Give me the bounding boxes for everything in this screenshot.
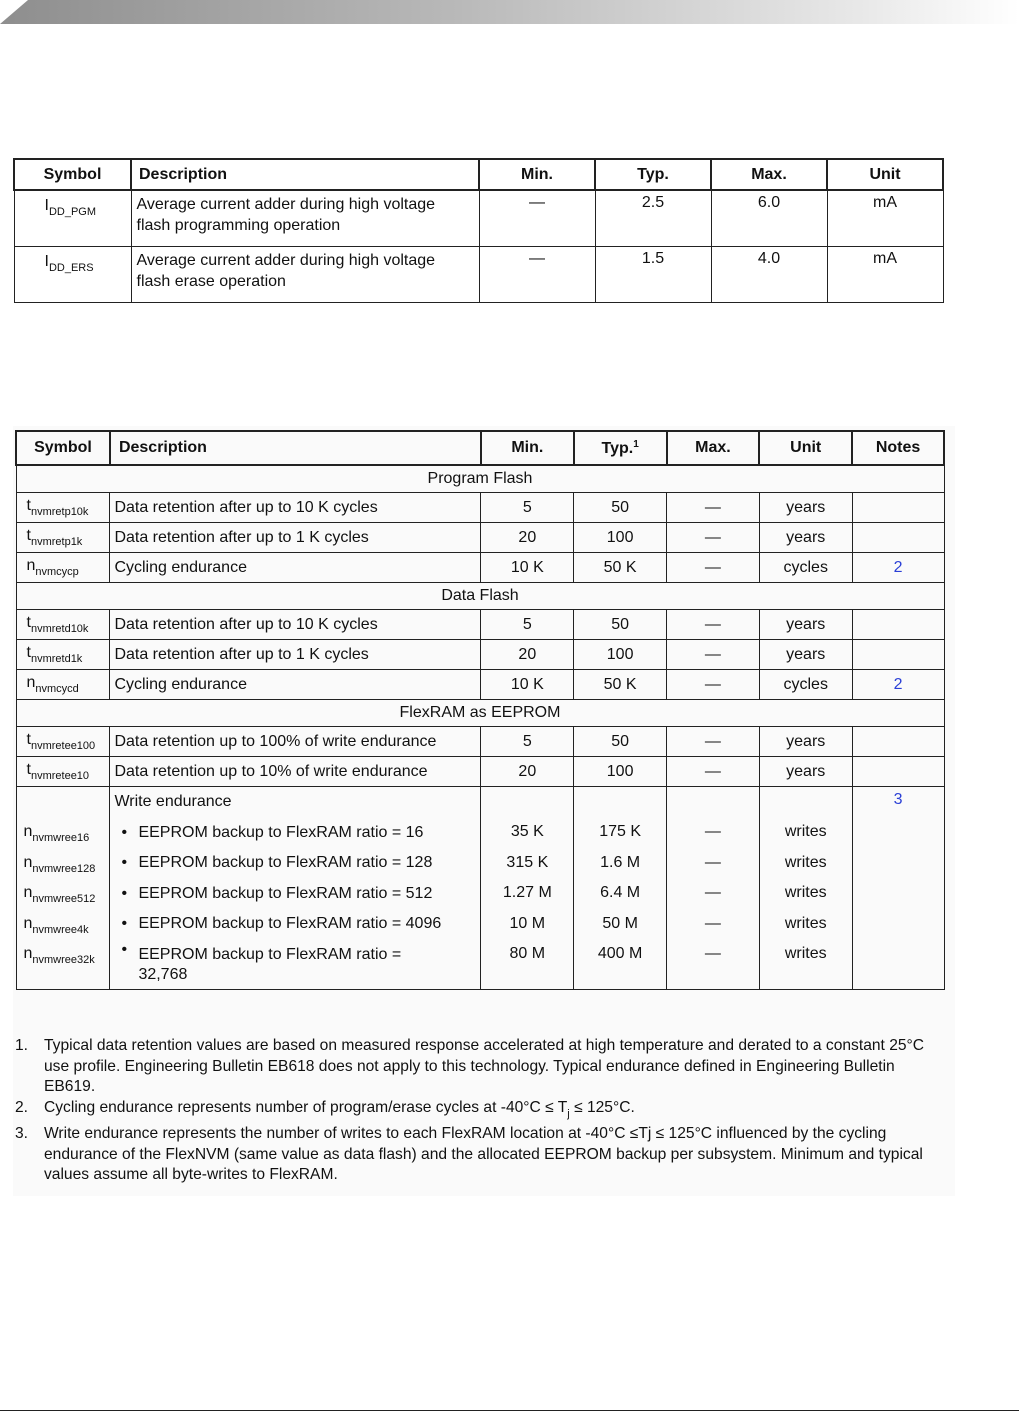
min-cell: 10 K <box>481 553 574 583</box>
symbol-sub: DD_ERS <box>48 262 94 274</box>
header-min: Min. <box>479 159 595 190</box>
bullet-text: EEPROM backup to FlexRAM ratio = 128 <box>138 854 433 871</box>
symbol-stack <box>24 787 110 970</box>
unit-item <box>760 909 852 940</box>
symbol-cell <box>16 523 110 553</box>
bullet-item <box>114 848 480 879</box>
note-cell: 2 <box>852 553 944 583</box>
unit-value: writes <box>784 884 827 901</box>
typ-value: 1.6 M <box>600 853 641 871</box>
write-endurance-title: Write endurance <box>114 793 232 810</box>
table-row <box>16 493 944 523</box>
header-typ-label: Typ. <box>601 439 634 457</box>
min-item <box>481 878 573 909</box>
symbol-main: n <box>23 945 33 962</box>
bullet-item <box>114 879 480 910</box>
symbol-sub: nvmretp1k <box>30 536 83 548</box>
max-cell: 6.0 <box>711 190 827 247</box>
unit-stack <box>760 787 852 970</box>
description-cell: Data retention after up to 10 K cycles <box>110 610 481 640</box>
bullet-item <box>114 940 480 983</box>
header-typ: Typ. <box>595 159 711 190</box>
unit-item <box>760 848 852 879</box>
max-value: — <box>704 884 721 901</box>
unit-cell: years <box>759 757 852 787</box>
description-cell <box>131 247 479 303</box>
header-min: Min. <box>481 431 574 465</box>
max-cell: — <box>667 640 760 670</box>
symbol-main: n <box>26 557 36 574</box>
max-item <box>667 817 759 848</box>
group-row <box>16 583 944 610</box>
group-row <box>16 700 944 727</box>
bullet-text: EEPROM backup to FlexRAM ratio = <box>138 945 402 963</box>
footnote-number: 2. <box>15 1098 29 1116</box>
min-cell: 5 <box>481 493 574 523</box>
symbol-item <box>24 817 110 848</box>
table-row <box>16 553 944 583</box>
typ-cell: 2.5 <box>595 190 711 247</box>
unit-cell: years <box>759 493 852 523</box>
symbol-sub: nvmretp10k <box>30 506 89 518</box>
bullet-text: EEPROM backup to FlexRAM ratio = 512 <box>138 884 433 902</box>
table-row <box>16 640 944 670</box>
table-row <box>16 727 944 757</box>
max-cell: — <box>667 553 760 583</box>
min-cell: 10 K <box>481 670 574 700</box>
symbol-sub: nvmwree16 <box>32 832 90 844</box>
typ-cell: 1.5 <box>595 247 711 303</box>
symbol-main: I <box>44 253 49 270</box>
header-typ <box>574 431 667 465</box>
max-item <box>667 939 759 970</box>
note-cell <box>852 523 944 553</box>
footnote-1 <box>15 1036 950 1098</box>
note-cell: 2 <box>852 670 944 700</box>
description-cell: Data retention up to 10% of write endurance <box>110 757 481 787</box>
max-cell: — <box>667 727 760 757</box>
description-cell: Data retention after up to 1 K cycles <box>110 523 481 553</box>
table-row <box>16 670 944 700</box>
description-cell <box>131 190 479 247</box>
symbol-sub: nvmretee10 <box>30 770 90 782</box>
table-row <box>16 523 944 553</box>
symbol-main: I <box>44 197 49 214</box>
symbol-sub: nvmwree32k <box>32 954 95 966</box>
min-value: 1.27 M <box>502 884 552 901</box>
unit-item <box>760 939 852 970</box>
table-row <box>16 610 944 640</box>
description-cell <box>110 787 481 990</box>
typ-item <box>574 939 666 970</box>
typ-cell: 50 K <box>574 670 667 700</box>
footnote-number: 1. <box>15 1037 29 1054</box>
unit-value: writes <box>784 853 827 871</box>
footnote-text: Typical data retention values are based on measured response accelerated at high temperature and derated to a constant 25°C use profile. Engineering Bulletin EB618 does not apply to this technology. Typical endurance defined in Engineering Bulletin EB619. <box>44 1037 925 1095</box>
unit-item <box>760 878 852 909</box>
header-symbol: Symbol <box>16 431 110 465</box>
unit-cell: cycles <box>759 553 852 583</box>
footnote-text-sub: j <box>567 1107 570 1120</box>
description-line: Average current adder during high voltage <box>136 196 436 213</box>
min-item <box>481 817 573 848</box>
bullet-text: EEPROM backup to FlexRAM ratio = 16 <box>138 823 424 841</box>
unit-cell: years <box>759 610 852 640</box>
footnote-text: Write endurance represents the number of writes to each FlexRAM location at -40°C ≤Tj ≤ 125°C influenced by the cycling endurance of the FlexNVM (same value as data flash) and the allocated EEPROM backup per subsystem. Minimum and typical values assume all byte-writes to FlexRAM. <box>44 1125 923 1183</box>
min-item <box>481 939 573 970</box>
typ-item <box>574 878 666 909</box>
typ-value: 175 K <box>599 823 642 840</box>
min-value: 35 K <box>510 823 544 840</box>
unit-cell <box>759 787 852 990</box>
min-value: 315 K <box>506 853 549 871</box>
typ-value: 6.4 M <box>600 884 641 901</box>
footer-rule <box>0 1410 1019 1411</box>
unit-item <box>760 817 852 848</box>
footnote-text <box>44 1098 950 1125</box>
table-row <box>14 190 943 247</box>
max-cell: — <box>667 670 760 700</box>
header-description: Description <box>131 159 479 190</box>
group-program-flash: Program Flash <box>16 465 944 493</box>
footnote-text-part: ≤ 125°C. <box>569 1098 635 1116</box>
max-item <box>667 878 759 909</box>
unit-cell: years <box>759 523 852 553</box>
group-flexram: FlexRAM as EEPROM <box>16 700 944 727</box>
flexram-rows <box>16 727 944 787</box>
current-adder-table <box>13 158 944 303</box>
symbol-cell <box>14 190 131 247</box>
header-notes: Notes <box>852 431 944 465</box>
description-cell: Data retention after up to 1 K cycles <box>110 640 481 670</box>
typ-cell: 100 <box>574 640 667 670</box>
symbol-main: t <box>26 497 31 514</box>
symbol-sub: nvmretee100 <box>30 740 96 752</box>
bullet-text: EEPROM backup to FlexRAM ratio = 4096 <box>138 915 442 932</box>
typ-cell: 50 <box>574 493 667 523</box>
symbol-item <box>24 909 110 940</box>
symbol-item <box>24 939 110 970</box>
typ-cell: 50 K <box>574 553 667 583</box>
table-header-row <box>16 431 944 465</box>
typ-cell: 100 <box>574 757 667 787</box>
table-row <box>16 757 944 787</box>
symbol-cell <box>16 493 110 523</box>
description-stack <box>114 787 480 989</box>
typ-item <box>574 848 666 879</box>
typ-item <box>574 909 666 940</box>
note-cell <box>852 757 944 787</box>
header-description: Description <box>110 431 481 465</box>
note-cell <box>852 493 944 523</box>
unit-value: writes <box>784 823 827 840</box>
max-value: — <box>704 853 721 871</box>
note-cell <box>852 727 944 757</box>
typ-stack <box>574 787 666 970</box>
footnote-number: 3. <box>15 1125 29 1142</box>
write-endurance-row <box>16 787 944 990</box>
description-cell: Data retention up to 100% of write endurance <box>110 727 481 757</box>
symbol-sub: nvmretd10k <box>30 623 89 635</box>
header-symbol: Symbol <box>14 159 131 190</box>
group-data-flash: Data Flash <box>16 583 944 610</box>
max-stack <box>667 787 759 970</box>
footnote-ref: 1 <box>633 438 639 450</box>
symbol-main: t <box>26 731 31 748</box>
description-line: flash erase operation <box>136 273 286 290</box>
min-value: 10 M <box>509 914 546 932</box>
unit-cell: cycles <box>759 670 852 700</box>
min-cell: 5 <box>481 727 574 757</box>
note-cell <box>852 640 944 670</box>
page-header-bar <box>0 0 1019 24</box>
symbol-sub: nvmwree512 <box>32 893 96 905</box>
min-item <box>481 848 573 879</box>
max-value: — <box>704 945 721 962</box>
symbol-main: n <box>23 853 33 871</box>
symbol-cell <box>16 640 110 670</box>
bullet-item <box>114 909 480 940</box>
symbol-item <box>24 848 110 879</box>
symbol-cell <box>16 727 110 757</box>
typ-cell: 50 <box>574 610 667 640</box>
data-flash-rows <box>16 610 944 700</box>
min-cell: 20 <box>481 640 574 670</box>
header-unit: Unit <box>827 159 943 190</box>
footnote-2 <box>15 1098 950 1125</box>
group-row <box>16 465 944 493</box>
min-cell: — <box>479 247 595 303</box>
min-item <box>481 909 573 940</box>
typ-value: 50 M <box>602 914 638 932</box>
symbol-sub: nvmcycp <box>35 566 79 578</box>
max-cell: — <box>667 610 760 640</box>
max-item <box>667 909 759 940</box>
footnote-text-part: Cycling endurance represents number of program/erase cycles at -40°C ≤ T <box>44 1098 568 1116</box>
description-line: flash programming operation <box>136 217 341 234</box>
symbol-cell <box>14 247 131 303</box>
symbol-main: t <box>26 644 31 661</box>
program-flash-rows <box>16 493 944 583</box>
max-cell: 4.0 <box>711 247 827 303</box>
symbol-main: t <box>26 761 31 778</box>
description-cell: Cycling endurance <box>110 670 481 700</box>
symbol-cell <box>16 553 110 583</box>
symbol-cell <box>16 670 110 700</box>
unit-cell: mA <box>827 247 943 303</box>
bullet-item <box>114 818 480 849</box>
symbol-main: n <box>26 674 36 691</box>
unit-value: writes <box>784 945 827 962</box>
typ-item <box>574 817 666 848</box>
max-value: — <box>704 823 721 840</box>
typ-cell: 50 <box>574 727 667 757</box>
typ-cell: 100 <box>574 523 667 553</box>
max-item <box>667 848 759 879</box>
table-header-row <box>14 159 943 190</box>
footnote-3 <box>15 1124 950 1186</box>
symbol-cell <box>16 787 110 990</box>
max-value: — <box>704 914 721 932</box>
min-cell <box>481 787 574 990</box>
unit-cell: mA <box>827 190 943 247</box>
min-cell: — <box>479 190 595 247</box>
header-max: Max. <box>667 431 760 465</box>
symbol-cell <box>16 757 110 787</box>
table-row <box>14 247 943 303</box>
unit-value: writes <box>784 914 827 932</box>
symbol-main: n <box>23 914 33 932</box>
symbol-cell <box>16 610 110 640</box>
typ-cell <box>574 787 667 990</box>
symbol-sub: nvmretd1k <box>30 653 83 665</box>
note-cell <box>852 610 944 640</box>
note-cell: 3 <box>852 787 944 990</box>
header-max: Max. <box>711 159 827 190</box>
symbol-item <box>24 878 110 909</box>
symbol-sub: nvmcycd <box>35 683 79 695</box>
unit-cell: years <box>759 727 852 757</box>
symbol-main: t <box>26 614 31 631</box>
min-value: 80 M <box>509 945 546 962</box>
symbol-main: t <box>26 527 31 544</box>
max-cell: — <box>667 523 760 553</box>
nvm-reliability-table <box>15 430 945 990</box>
max-cell: — <box>667 757 760 787</box>
footnotes <box>15 1036 950 1186</box>
min-cell: 20 <box>481 523 574 553</box>
min-cell: 20 <box>481 757 574 787</box>
symbol-sub: DD_PGM <box>48 206 97 218</box>
bullet-text-line2: 32,768 <box>138 965 188 983</box>
max-cell <box>667 787 760 990</box>
unit-cell: years <box>759 640 852 670</box>
typ-value: 400 M <box>597 945 643 962</box>
symbol-sub: nvmwree128 <box>32 862 96 875</box>
min-cell: 5 <box>481 610 574 640</box>
symbol-main: n <box>23 823 33 840</box>
description-cell: Cycling endurance <box>110 553 481 583</box>
description-line: Average current adder during high voltage <box>136 252 436 269</box>
max-cell: — <box>667 493 760 523</box>
symbol-main: n <box>23 884 33 901</box>
description-cell: Data retention after up to 10 K cycles <box>110 493 481 523</box>
min-stack <box>481 787 573 970</box>
header-unit: Unit <box>759 431 852 465</box>
symbol-sub: nvmwree4k <box>32 923 89 936</box>
